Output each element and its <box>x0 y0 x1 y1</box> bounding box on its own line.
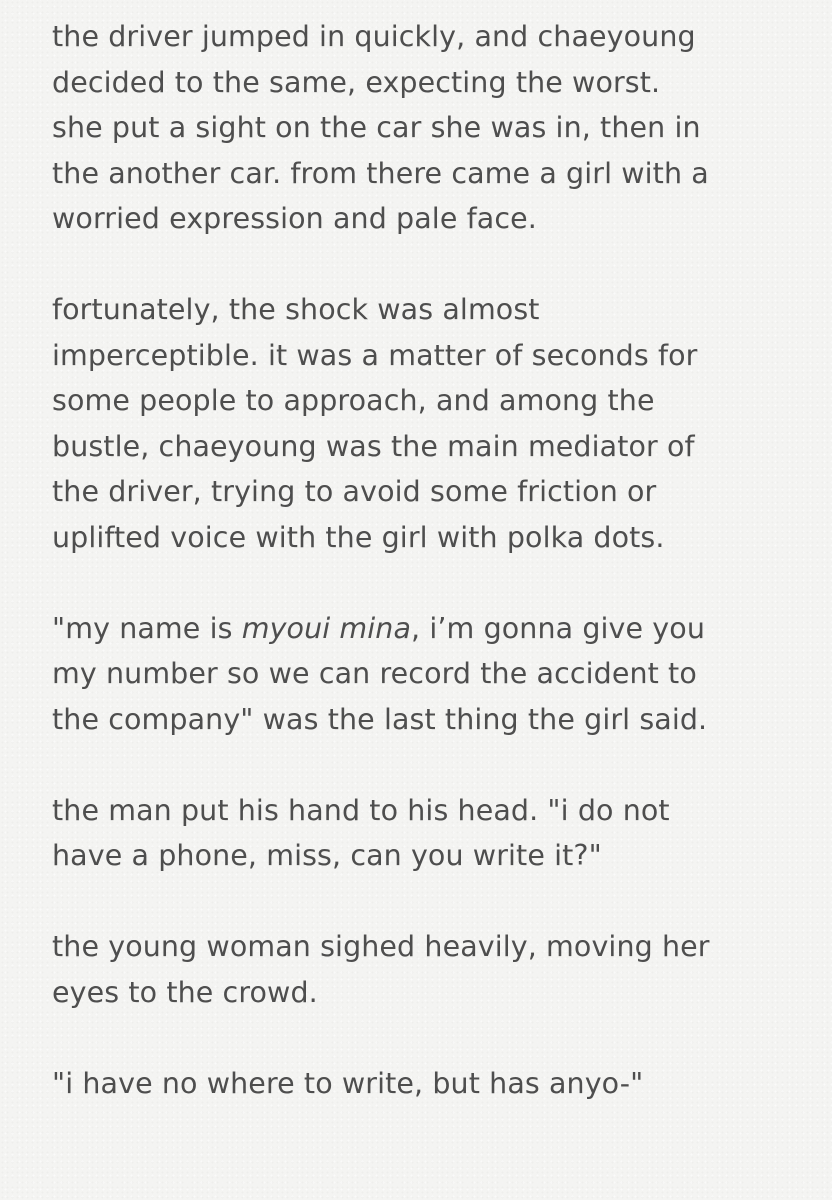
text-line: bustle, chaeyoung was the main mediator of <box>52 429 695 463</box>
paragraph-gap <box>52 242 832 288</box>
paragraph-1 <box>52 14 832 242</box>
text-line: uplifted voice with the girl with polka dots. <box>52 520 665 554</box>
text-line: fortunately, the shock was almost <box>52 293 540 326</box>
note-page <box>52 14 832 1106</box>
text-line: "i have no where to write, but has anyo-" <box>52 1066 644 1100</box>
text-line: my number so we can record the accident to <box>52 657 697 690</box>
paragraph-gap <box>52 560 832 606</box>
text-line: worried expression and pale face. <box>52 202 537 235</box>
paragraph-3 <box>52 606 832 743</box>
text-line: the another car. from there came a girl with a <box>52 156 709 190</box>
text-line: imperceptible. it was a matter of seconds for <box>52 338 698 372</box>
text-line: the driver jumped in quickly, and chaeyoung <box>52 20 696 53</box>
text-line: decided to the same, expecting the worst. <box>52 65 661 99</box>
paragraph-6 <box>52 1061 832 1107</box>
text-line: some people to approach, and among the <box>52 384 655 417</box>
text-line: she put a sight on the car she was in, then in <box>52 111 701 144</box>
text-line <box>52 606 832 652</box>
text-line: have a phone, miss, can you write it?" <box>52 839 602 872</box>
text-line: eyes to the crowd. <box>52 975 318 1009</box>
paragraph-4 <box>52 788 832 879</box>
text-line: the driver, trying to avoid some friction or <box>52 475 657 508</box>
text-fragment: , i’m gonna give you <box>411 611 705 645</box>
italic-name: myoui mina <box>241 611 412 645</box>
text-line: the man put his hand to his head. "i do not <box>52 793 670 827</box>
paragraph-2 <box>52 287 832 560</box>
text-line: the young woman sighed heavily, moving her <box>52 930 710 963</box>
text-line: the company" was the last thing the girl said. <box>52 702 708 736</box>
text-fragment: "my name is <box>52 611 242 645</box>
paragraph-gap <box>52 1015 832 1061</box>
paragraph-gap <box>52 879 832 925</box>
paragraph-5 <box>52 924 832 1015</box>
paragraph-gap <box>52 742 832 788</box>
